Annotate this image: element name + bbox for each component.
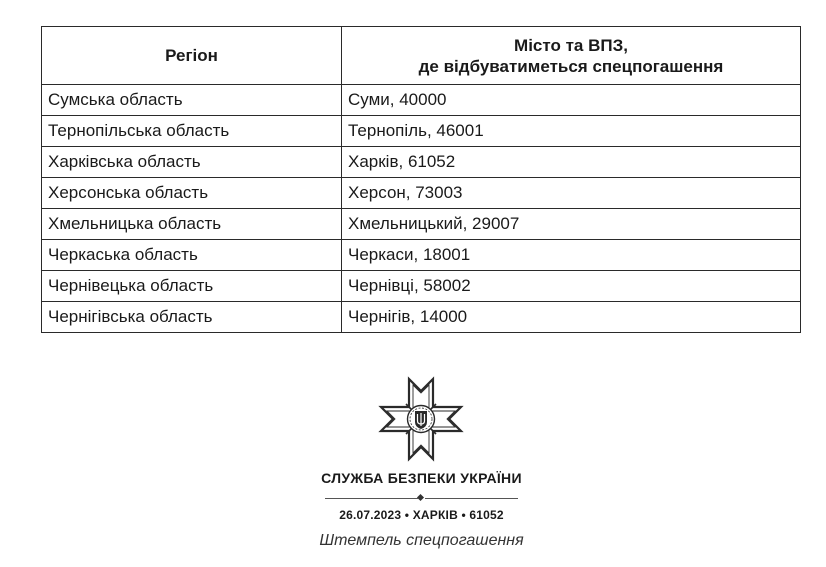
cross-trident-emblem-icon [378,376,464,462]
header-city-line1: Місто та ВПЗ, [514,35,628,55]
city-cell: Черкаси, 18001 [342,240,801,271]
regions-table [41,26,801,333]
region-cell: Харківська область [42,147,342,178]
region-cell: Чернівецька область [42,271,342,302]
header-city-line2: де відбуватиметься спецпогашення [418,56,724,76]
table-row [42,271,801,302]
table-row [42,147,801,178]
city-cell: Тернопіль, 46001 [342,116,801,147]
region-cell: Хмельницька область [42,209,342,240]
stamp-org-name: СЛУЖБА БЕЗПЕКИ УКРАЇНИ [321,470,522,486]
header-city [342,27,801,85]
region-cell: Сумська область [42,85,342,116]
stamp-divider-right [425,498,518,499]
stamp-date-city-index: 26.07.2023 • ХАРКІВ • 61052 [339,508,504,522]
city-cell: Хмельницький, 29007 [342,209,801,240]
city-cell: Чернівці, 58002 [342,271,801,302]
table-row [42,85,801,116]
city-cell: Суми, 40000 [342,85,801,116]
region-cell: Херсонська область [42,178,342,209]
city-cell: Харків, 61052 [342,147,801,178]
stamp-diamond-icon [417,494,424,501]
table-row [42,302,801,333]
region-cell: Чернігівська область [42,302,342,333]
special-cancellation-stamp [0,376,826,566]
table-row [42,116,801,147]
stamp-divider-left [325,498,418,499]
stamp-caption: Штемпель спецпогашення [319,532,524,549]
region-cell: Черкаська область [42,240,342,271]
table-header-row [42,27,801,85]
region-cell: Тернопільська область [42,116,342,147]
table-row [42,240,801,271]
city-cell: Херсон, 73003 [342,178,801,209]
city-cell: Чернігів, 14000 [342,302,801,333]
table-row [42,178,801,209]
header-region: Регіон [42,27,342,85]
table-row [42,209,801,240]
